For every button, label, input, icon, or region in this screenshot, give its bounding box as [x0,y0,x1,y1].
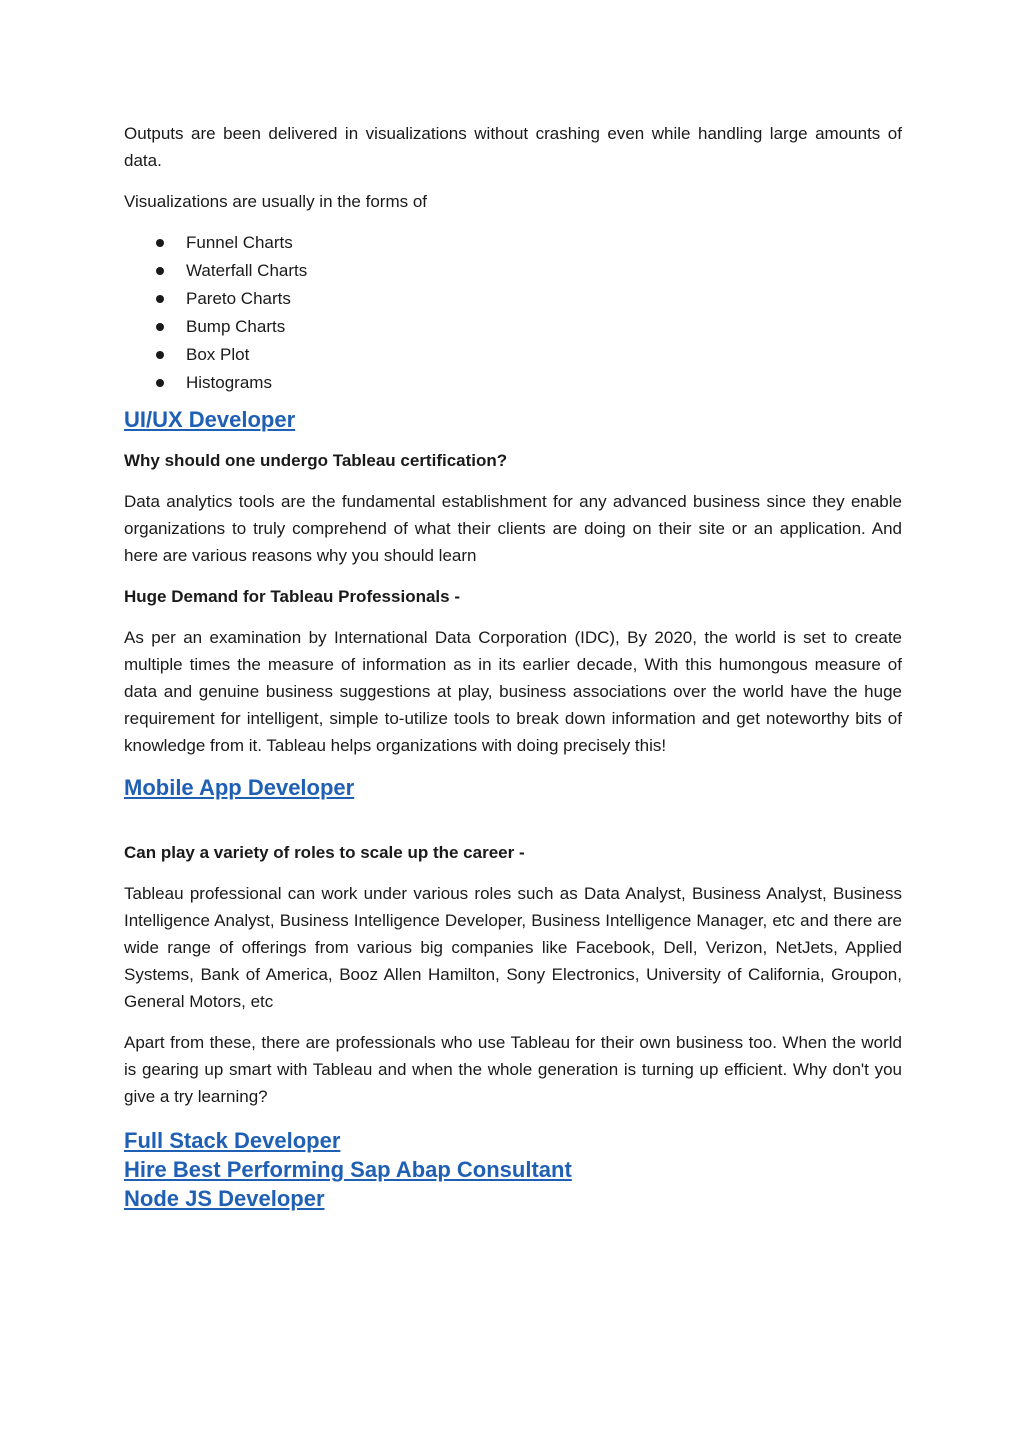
list-item-label: Box Plot [186,345,250,364]
list-item [124,369,902,397]
full-stack-developer-link[interactable]: Full Stack Developer [124,1128,341,1153]
uiux-developer-link[interactable]: UI/UX Developer [124,407,296,432]
list-item-label: Waterfall Charts [186,261,308,280]
list-item-label: Bump Charts [186,317,286,336]
bullet-icon [156,239,164,247]
visualization-type-list [124,229,902,397]
footer-links [124,1126,902,1213]
section-body-roles: Tableau professional can work under various roles such as Data Analyst, Business Analyst, Business Intelligence Analyst, Business Intelligence Developer, Business Intelligence Manager, etc and there are wide range of offerings from various big companies like Facebook, Dell, Verizon, NetJets, Applied Systems, Bank of America, Booz Allen Hamilton, Sony Electronics, University of California, Groupon, General Motors, etc [124,884,902,1011]
node-js-developer-link[interactable]: Node JS Developer [124,1186,325,1211]
spacer [124,815,902,839]
bullet-icon [156,351,164,359]
bullet-icon [156,267,164,275]
section-heading-demand: Huge Demand for Tableau Professionals - [124,587,460,606]
section-body-demand: As per an examination by International Data Corporation (IDC), By 2020, the world is set to create multiple times the measure of information as in its earlier decade, With this humongous measure of data and genuine business suggestions at play, business associations over the world have the huge requirement for intelligent, simple to-utilize tools to break down information and get noteworthy bits of knowledge from it. Tableau helps organizations with doing precisely this! [124,628,902,755]
bullet-icon [156,323,164,331]
section-body-apart: Apart from these, there are professionals who use Tableau for their own business too. When the world is gearing up smart with Tableau and when the whole generation is turning up efficient. Why don't you give a try learning? [124,1033,902,1106]
list-item [124,285,902,313]
list-item [124,257,902,285]
bullet-icon [156,379,164,387]
intro-paragraph: Outputs are been delivered in visualizations without crashing even while handling large amounts of data. [124,124,902,170]
sap-abap-consultant-link[interactable]: Hire Best Performing Sap Abap Consultant [124,1157,572,1182]
list-item-label: Histograms [186,373,272,392]
mobile-app-developer-link[interactable]: Mobile App Developer [124,775,355,800]
section-heading-certification: Why should one undergo Tableau certification? [124,451,508,470]
list-item [124,341,902,369]
section-heading-roles: Can play a variety of roles to scale up the career - [124,843,525,862]
list-item-label: Funnel Charts [186,233,293,252]
visualizations-lead: Visualizations are usually in the forms of [124,192,428,211]
section-body-certification: Data analytics tools are the fundamental establishment for any advanced business since they enable organizations to truly comprehend of what their clients are doing on their site or an application. And here are various reasons why you should learn [124,492,902,565]
document-page [124,120,902,1213]
bullet-icon [156,295,164,303]
list-item [124,229,902,257]
list-item-label: Pareto Charts [186,289,291,308]
list-item [124,313,902,341]
